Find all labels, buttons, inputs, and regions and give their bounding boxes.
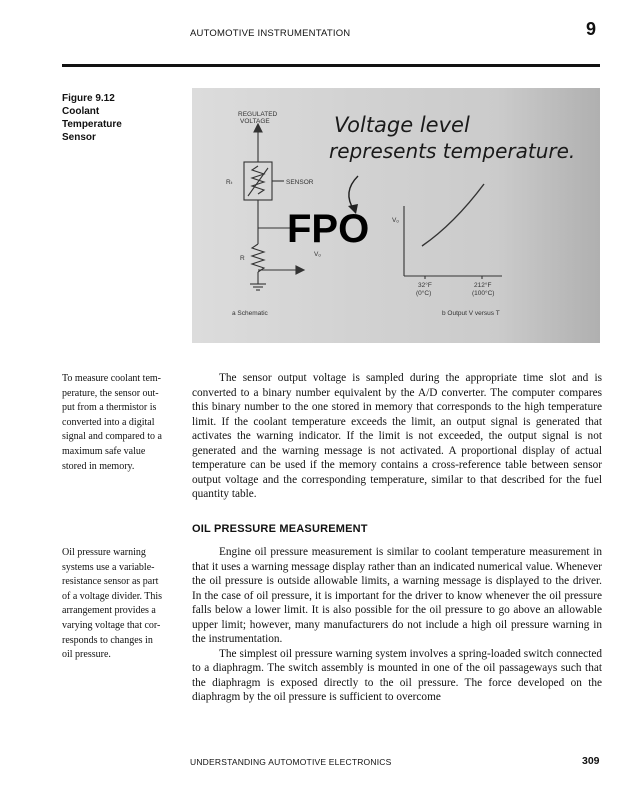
- header-rule: [62, 64, 600, 67]
- thermistor-zigzag: [252, 166, 264, 194]
- section-heading: OIL PRESSURE MEASUREMENT: [192, 523, 368, 535]
- chapter-number: 9: [586, 19, 597, 39]
- body-paragraph: The sensor output voltage is sampled during the appropriate time slot and is converted to a binary number equivalent by the A/D converter. The computer compares this binary number to the one stored in memory that corresponds to the high temperature limit. If the coolant temperature exceeds the limit, an output signal is generated that activates the warning indicator. If the limit is not exceeded, the output signal is not generated and the warning message is not activated. A proportional display of actual temperature can be used if the memory contains a cross-reference table between sensor output voltage and the corresponding temperature, similar to that described for the fuel quantity table.: [192, 372, 602, 500]
- regulated-voltage-label: REGULATED: [238, 111, 278, 118]
- graph-y-label: Vₒ: [392, 217, 399, 224]
- figure-drawing: [192, 88, 600, 343]
- graph-curve: [422, 184, 484, 246]
- margin-note-line: Oil pressure warning: [62, 547, 146, 558]
- graph-tick-label-right: 212°F: [474, 282, 492, 289]
- body-paragraph: Engine oil pressure measurement is similar to coolant temperature measurement in that it uses a warning message display rather than an indicated numerical value. Whenever the oil pressure is outside allowable limits, a warning message is displayed to the driver. In the case of oil pressure, it is important for the driver to know whenever the oil pressure falls below a lower limit. It is also possible for the oil pressure to go above an allowable upper limit; however, many manufacturers do not include a high oil pressure warning in the instrumentation.: [192, 546, 602, 645]
- graph-tick-label-left: (0°C): [416, 290, 432, 297]
- margin-note-line: varying voltage that cor-: [62, 619, 161, 631]
- margin-note-line: To measure coolant tem-: [62, 373, 161, 384]
- running-header-title: AUTOMOTIVE INSTRUMENTATION: [190, 28, 351, 39]
- graph-caption: b Output V versus T: [442, 310, 500, 317]
- thermistor-box: [244, 162, 272, 200]
- regulated-voltage-label: VOLTAGE: [240, 118, 270, 125]
- coolant-sensor-figure: [192, 88, 600, 343]
- margin-note-line: put from a thermistor is: [62, 402, 157, 414]
- graph-tick-label-left: 32°F: [418, 282, 432, 289]
- figure-caption-line: Figure 9.12: [62, 93, 115, 104]
- margin-note-line: converted into a digital: [62, 416, 155, 428]
- fpo-placeholder: FPO: [287, 207, 370, 251]
- margin-note-line: perature, the sensor out-: [62, 387, 159, 399]
- output-arrow-head: [296, 266, 304, 274]
- handwritten-note-line: Voltage level: [334, 113, 470, 137]
- margin-note-oil-pressure: [62, 546, 180, 663]
- margin-note-line: maximum safe value: [62, 445, 146, 457]
- margin-note-line: resistance sensor as part: [62, 576, 159, 588]
- page-number: 309: [582, 755, 600, 767]
- body-paragraph: The simplest oil pressure warning system involves a spring-loaded switch connected to a diaphragm. The switch assembly is mounted in one of the oil passageways such that the diaphragm is exposed directly to the oil pressure. The force developed on the diaphragm by the oil pressure is sufficient to overcome: [192, 647, 602, 703]
- thermistor-label: Rₜ: [226, 179, 233, 186]
- margin-note-line: signal and compared to a: [62, 431, 162, 443]
- sensor-label: SENSOR: [286, 179, 314, 186]
- graph-tick-label-right: (100°C): [472, 290, 495, 297]
- margin-note-line: stored in memory.: [62, 460, 135, 472]
- margin-note-line: systems use a variable-: [62, 561, 155, 573]
- supply-arrow: [254, 124, 262, 132]
- figure-caption-line: Coolant: [62, 106, 100, 117]
- margin-note-line: arrangement provides a: [62, 605, 156, 617]
- lower-resistor: [252, 244, 264, 272]
- margin-note-line: of a voltage divider. This: [62, 590, 163, 602]
- running-footer-title: UNDERSTANDING AUTOMOTIVE ELECTRONICS: [190, 757, 392, 767]
- oil-pressure-body: [192, 545, 602, 705]
- resistor-label: R: [240, 255, 245, 262]
- figure-caption: [62, 92, 172, 144]
- schematic-caption: a Schematic: [232, 310, 268, 317]
- margin-note-line: responds to changes in: [62, 634, 153, 646]
- margin-note-coolant: [62, 372, 180, 474]
- output-voltage-label: Vₒ: [314, 251, 321, 258]
- margin-note-line: oil pressure.: [62, 649, 111, 661]
- figure-caption-line: Sensor: [62, 132, 96, 143]
- figure-caption-line: Temperature: [62, 119, 122, 130]
- handwritten-note-line: represents temperature.: [329, 139, 576, 163]
- coolant-body: [192, 371, 602, 502]
